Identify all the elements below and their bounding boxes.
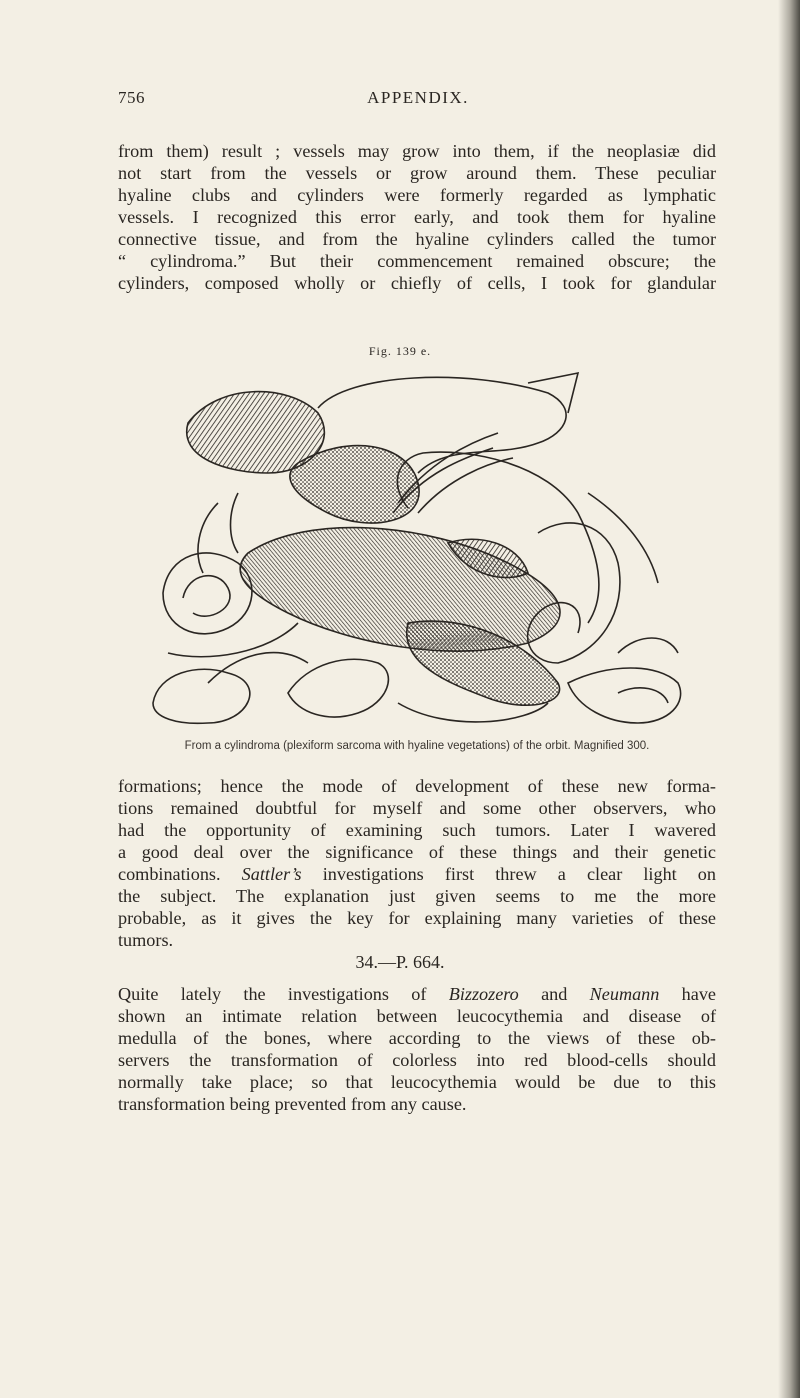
paragraph-3 xyxy=(118,983,716,1115)
text-line xyxy=(118,983,716,1005)
author-name: Sattler’s xyxy=(241,864,302,884)
hyaline-club xyxy=(588,493,658,583)
text-line: connective tissue, and from the hyaline cylinders called the tumor xyxy=(118,229,716,249)
hyaline-club xyxy=(163,553,252,634)
text-line: cylinders, composed wholly or chiefly of cells, I took for glandular xyxy=(118,273,716,293)
cell-mass xyxy=(290,446,419,523)
text-fragment: Quite lately the investigations of xyxy=(118,984,449,1004)
hyaline-club xyxy=(618,638,678,653)
section-heading: 34.—P. 664. xyxy=(355,952,445,972)
text-line: shown an intimate relation between leucocythemia and disease of xyxy=(118,1006,716,1026)
text-line: servers the transformation of colorless into red blood-cells should xyxy=(118,1050,716,1070)
paragraph-2 xyxy=(118,775,716,951)
author-name: Neumann xyxy=(589,984,660,1004)
hyaline-club xyxy=(168,623,298,657)
text-line: had the opportunity of examining such tumors. Later I wavered xyxy=(118,820,716,840)
page-header xyxy=(118,88,718,112)
hyaline-club xyxy=(418,458,513,513)
text-line: medulla of the bones, where according to the views of these ob- xyxy=(118,1028,716,1048)
text-line: the subject. The explanation just given seems to me the more xyxy=(118,886,716,906)
hyaline-club xyxy=(198,503,218,573)
figure-caption: From a cylindroma (plexiform sarcoma with hyaline vegetations) of the orbit. Magnified 300. xyxy=(184,740,650,752)
text-line: hyaline clubs and cylinders were formerly regarded as lymphatic xyxy=(118,185,716,205)
author-name: Bizzozero xyxy=(448,984,519,1004)
text-line: from them) result ; vessels may grow into them, if the neoplasiæ did xyxy=(118,141,716,161)
hyaline-club xyxy=(153,669,250,723)
hyaline-club xyxy=(183,576,230,617)
hyaline-club xyxy=(231,493,239,553)
text-line: “ cylindroma.” But their commencement remained obscure; the xyxy=(118,251,716,271)
running-head: APPENDIX. xyxy=(367,88,469,107)
text-fragment: have xyxy=(659,984,716,1004)
cylindroma-illustration xyxy=(148,363,688,735)
text-line: transformation being prevented from any cause. xyxy=(118,1094,467,1114)
page-edge-shadow xyxy=(778,0,800,1398)
text-line: normally take place; so that leucocythemia would be due to this xyxy=(118,1072,716,1092)
hyaline-club xyxy=(288,659,388,717)
text-line: formations; hence the mode of development of these new forma- xyxy=(118,776,716,796)
page-number: 756 xyxy=(118,88,145,107)
text-line: a good deal over the significance of these things and their genetic xyxy=(118,842,716,862)
paragraph-1 xyxy=(118,140,716,294)
text-fragment: investigations first threw a clear light on xyxy=(301,864,716,884)
cell-band xyxy=(240,528,560,652)
text-line: probable, as it gives the key for explaining many varieties of these xyxy=(118,908,716,928)
text-line: vessels. I recognized this error early, and took them for hyaline xyxy=(118,207,716,227)
text-line xyxy=(118,863,716,885)
hyaline-club xyxy=(528,373,578,413)
hyaline-club xyxy=(618,688,668,703)
text-line: tions remained doubtful for myself and some other observers, who xyxy=(118,798,716,818)
text-fragment: combinations. xyxy=(118,864,242,884)
text-line: not start from the vessels or grow around them. These peculiar xyxy=(118,163,716,183)
text-line: tumors. xyxy=(118,930,174,950)
text-fragment: and xyxy=(518,984,590,1004)
hyaline-club xyxy=(208,653,308,683)
figure-label: Fig. 139 e. xyxy=(368,344,432,358)
